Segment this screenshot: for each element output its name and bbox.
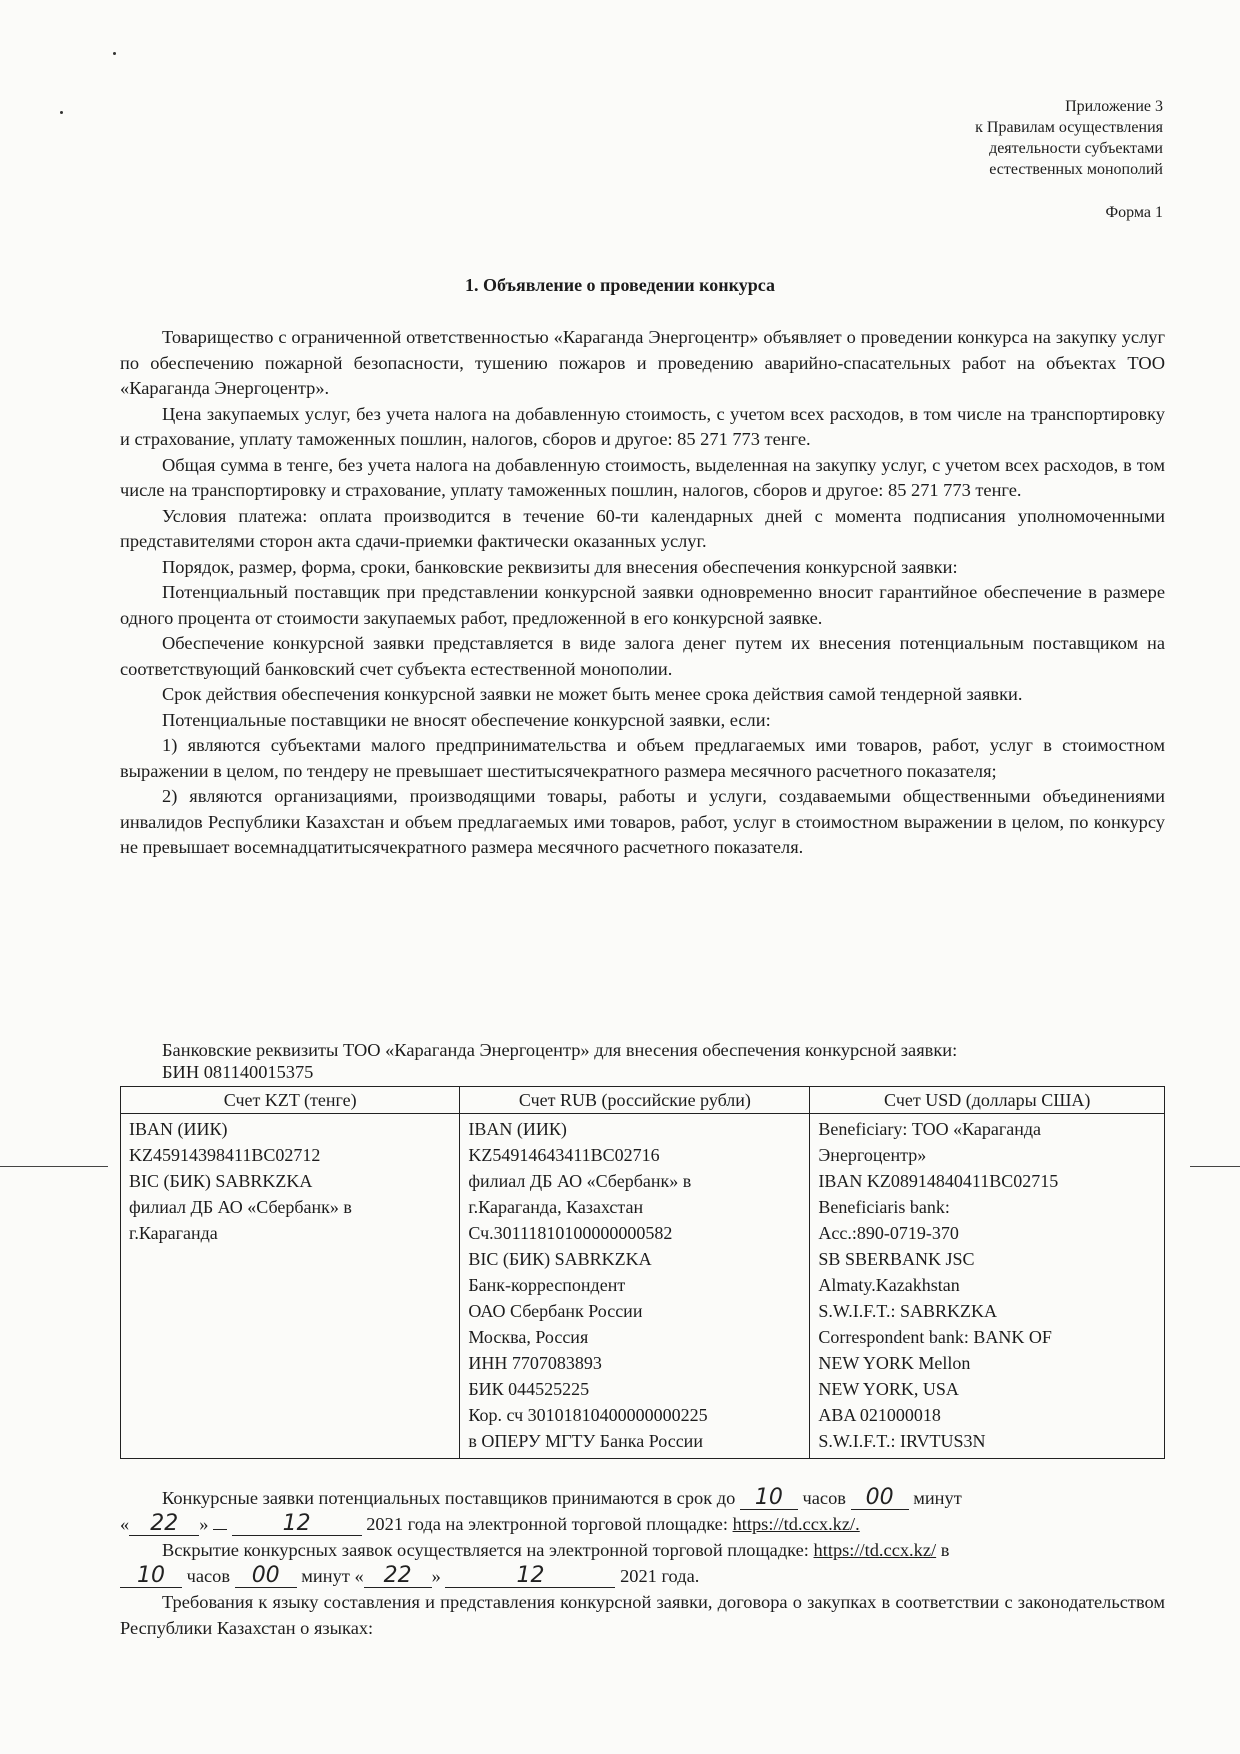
table-header-row [121,1087,1165,1114]
usd-line: S.W.I.F.T.: IRVTUS3N [818,1431,986,1451]
usd-line: Энергоцентр» [818,1145,927,1165]
rub-line: Банк-корреспондент [468,1275,626,1295]
margin-mark [1190,1166,1240,1167]
paragraph: Общая сумма в тенге, без учета налога на добавленную стоимость, выделенная на закупку услуг, с учетом всех расходов, в том числе на транспортировку и страхование, уплату таможенных пошлин, налогов, сборов и другое: 85 271 773 тенге. [120,454,1165,500]
handwritten-month: 12 [445,1565,615,1588]
rub-line: Сч.30111810100000000582 [468,1223,673,1243]
paragraph: 2) являются организациями, производящими товары, работы и услуги, создаваемыми общественными объединениями инвалидов Республики Казахстан и объем предлагаемых ими товаров, работ, услуг в стоимостном выражении в целом, по конкурсу не превышает восемнадцатитысячекратного размера месячного расчетного показателя. [120,786,1165,857]
rub-line: Москва, Россия [468,1327,589,1347]
bank-intro-text: Банковские реквизиты ТОО «Караганда Энергоцентр» для внесения обеспечения конкурсной заявки: [162,1040,958,1060]
platform-link[interactable]: https://td.ccx.kz/ [813,1540,937,1560]
column-header-rub: Счет RUB (российские рубли) [460,1087,810,1114]
minutes-label: минут [913,1488,962,1508]
rub-account-cell [460,1114,810,1459]
hours-label: часов [186,1566,231,1586]
announcement-body [120,325,1165,861]
usd-line: SB SBERBANK JSC [818,1249,975,1269]
rub-line: KZ54914643411BC02716 [468,1145,660,1165]
scan-speck [60,111,63,114]
handwritten-day: 22 [364,1565,432,1588]
rub-line: г.Караганда, Казахстан [468,1197,644,1217]
handwritten-minutes: 00 [235,1565,297,1588]
usd-line: NEW YORK Mellon [818,1353,971,1373]
appendix-line: Приложение 3 [1065,98,1163,115]
usd-account-cell [810,1114,1165,1459]
usd-line: S.W.I.F.T.: SABRKZKA [818,1301,998,1321]
paragraph: 1) являются субъектами малого предпринимательства и объем предлагаемых ими товаров, работ, услуг в стоимостном выражении в целом, по тендеру не превышает шеститысячекратного размера месячного расчетного показателя; [120,735,1165,781]
appendix-line: естественных монополий [989,161,1163,178]
hours-label: часов [802,1488,846,1508]
usd-line: NEW YORK, USA [818,1379,959,1399]
opening-date-line [120,1563,1165,1589]
year-text: 2021 года. [620,1566,700,1586]
rub-line: BIC (БИК) SABRKZKA [468,1249,652,1269]
kzt-line: филиал ДБ АО «Сбербанк» в [129,1197,352,1217]
handwritten-month: 12 [232,1513,362,1536]
paragraph: Потенциальные поставщики не вносят обеспечение конкурсной заявки, если: [162,709,771,730]
blank-line [213,1529,227,1530]
rub-line: в ОПЕРУ МГТУ Банка России [468,1431,703,1451]
usd-line: Acc.:890-0719-370 [818,1223,959,1243]
table-row [121,1114,1165,1459]
quote-close: » [431,1566,441,1586]
submission-details [120,1485,1165,1641]
bank-details-intro [162,1039,957,1083]
appendix-line: к Правилам осуществления [975,119,1163,136]
margin-mark [0,1166,108,1167]
platform-link[interactable]: https://td.ccx.kz/. [732,1514,860,1534]
quote-open: « [120,1514,130,1534]
usd-line: ABA 021000018 [818,1405,941,1425]
bin-number: БИН 081140015375 [162,1062,314,1082]
document-title: 1. Объявление о проведении конкурса [464,275,776,295]
language-requirements [120,1589,1165,1641]
year-text: 2021 года на электронной торговой площадке: [366,1514,728,1534]
handwritten-minutes: 00 [851,1487,909,1510]
column-header-usd: Счет USD (доллары США) [810,1087,1165,1114]
paragraph: Порядок, размер, форма, сроки, банковские реквизиты для внесения обеспечения конкурсной заявки: [162,556,958,577]
handwritten-day: 22 [129,1513,199,1536]
minutes-label: минут « [301,1566,364,1586]
acceptance-text: Конкурсные заявки потенциальных поставщиков принимаются в срок до [162,1488,736,1508]
rub-line: филиал ДБ АО «Сбербанк» в [468,1171,692,1191]
paragraph: Обеспечение конкурсной заявки представляется в виде залога денег путем их внесения потенциальным поставщиком на соответствующий банковский счет субъекта естественной монополии. [120,633,1165,679]
handwritten-hours: 10 [120,1565,182,1588]
rub-line: ИНН 7707083893 [468,1353,602,1373]
paragraph: Потенциальный поставщик при представлении конкурсной заявки одновременно вносит гарантийное обеспечение в размере одного процента от стоимости закупаемых работ, предложенной в его конкурсной заявке. [120,582,1165,628]
bank-details-table [120,1086,1165,1459]
requirements-text: Требования к языку составления и представления конкурсной заявки, договора о закупках в соответствии с законодательством Республики Казахстан о языках: [120,1592,1165,1638]
paragraph: Товарищество с ограниченной ответственностью «Караганда Энергоцентр» объявляет о проведении конкурса на закупку услуг по обеспечению пожарной безопасности, тушению пожаров и проведению аварийно-спасательных работ на объектах ТОО «Караганда Энергоцентр». [120,327,1165,398]
in-word: в [940,1540,950,1560]
opening-text: Вскрытие конкурсных заявок осуществляется на электронной торговой площадке: [162,1540,809,1560]
kzt-account-cell [121,1114,460,1459]
usd-line: Beneficiary: ТОО «Караганда [818,1119,1042,1139]
usd-line: IBAN KZ08914840411BC02715 [818,1171,1059,1191]
rub-line: Кор. сч 30101810400000000225 [468,1405,708,1425]
paragraph: Условия платежа: оплата производится в течение 60-ти календарных дней с момента подписания уполномоченными представителями сторон акта сдачи-приемки фактически оказанных услуг. [120,505,1165,551]
handwritten-hours: 10 [740,1487,798,1510]
kzt-line: KZ45914398411BC02712 [129,1145,321,1165]
usd-line: Almaty.Kazakhstan [818,1275,960,1295]
usd-line: Correspondent bank: BANK OF [818,1327,1052,1347]
appendix-line: деятельности субъектами [989,140,1163,157]
rub-line: БИК 044525225 [468,1379,590,1399]
column-header-kzt: Счет KZT (тенге) [121,1087,460,1114]
paragraph: Срок действия обеспечения конкурсной заявки не может быть менее срока действия самой тендерной заявки. [162,684,1023,704]
kzt-line: г.Караганда [129,1223,218,1243]
scan-speck [113,52,116,55]
kzt-line: BIC (БИК) SABRKZKA [129,1171,313,1191]
paragraph: Цена закупаемых услуг, без учета налога на добавленную стоимость, с учетом всех расходов, в том числе на транспортировку и страхование, уплату таможенных пошлин, налогов, сборов и другое: 85 271 773 тенге. [120,403,1165,449]
opening-paragraph [120,1537,1165,1563]
usd-line: Beneficiaris bank: [818,1197,950,1217]
kzt-line: IBAN (ИИК) [129,1119,228,1139]
form-number: Форма 1 [1105,204,1163,221]
acceptance-paragraph [120,1485,1165,1511]
acceptance-date-line [120,1511,1165,1537]
rub-line: IBAN (ИИК) [468,1119,567,1139]
rub-line: ОАО Сбербанк России [468,1301,643,1321]
appendix-header [975,96,1163,180]
quote-close: » [199,1514,209,1534]
